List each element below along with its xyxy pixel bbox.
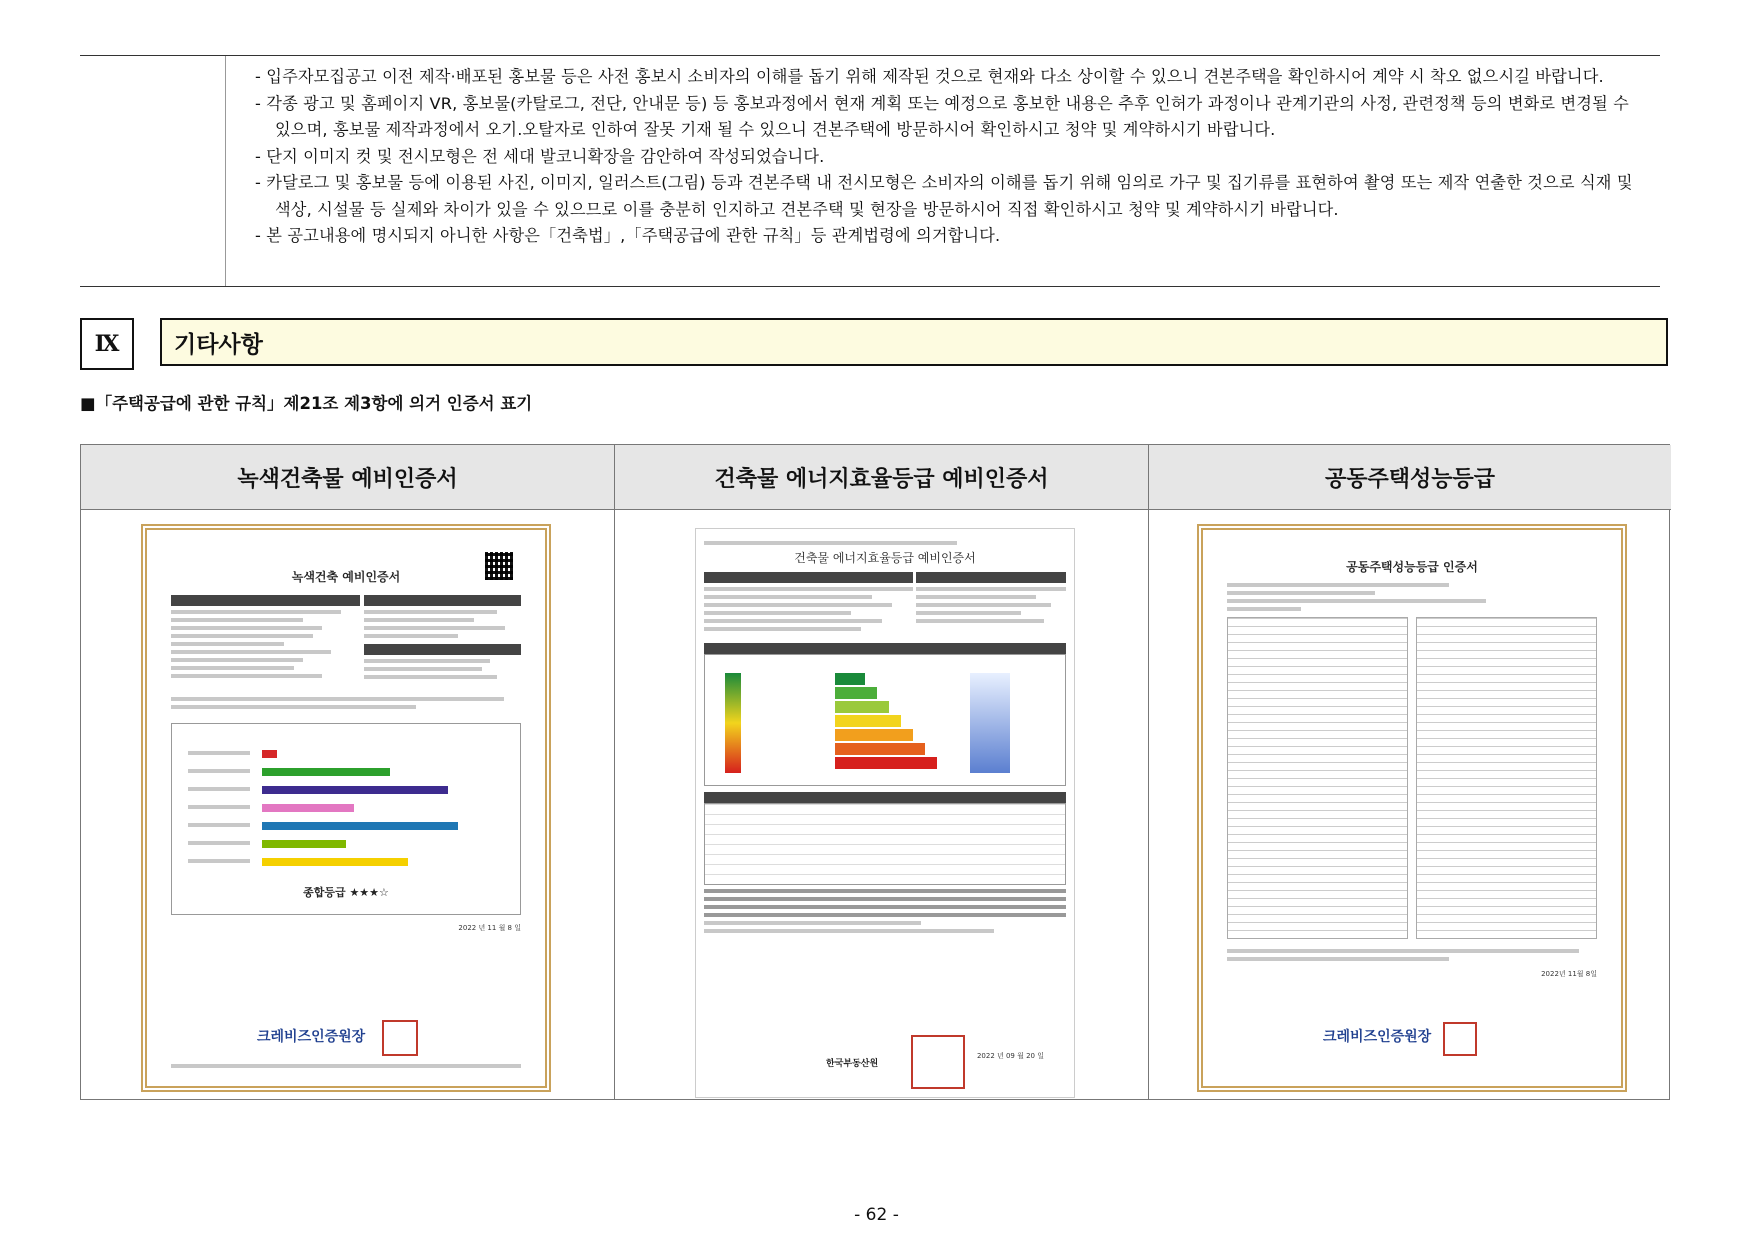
certificate-header: 녹색건축물 예비인증서	[81, 445, 614, 510]
notes-table	[80, 55, 1660, 287]
score-bar	[262, 768, 390, 776]
note-item: - 각종 광고 및 홈페이지 VR, 홍보물(카탈로그, 전단, 안내문 등) 등 홍보과정에서 현재 계획 또는 예정으로 홍보한 내용은 추후 인허가 과정이나 관계기관의 사정, 관련정책 등의 변화로 변경될 수 있으며, 홍보물 제작과정에서 오기.오탈자로 인하여 잘못 기재 될 수 있으니 견본주택에 방문하시어 확인하시고 청약 및 계약하시기 바랍니다.	[255, 93, 1629, 139]
doc-mini-head	[171, 595, 360, 606]
co2-scale-bar	[970, 673, 1010, 773]
usage-table	[704, 803, 1066, 885]
score-bar	[262, 804, 354, 812]
notes-label-cell	[80, 56, 226, 286]
doc-mini-head	[364, 644, 521, 655]
certificate-header: 건축물 에너지효율등급 예비인증서	[615, 445, 1148, 510]
note-item: - 입주자모집공고 이전 제작·배포된 홍보물 등은 사전 홍보시 소비자의 이해를 돕기 위해 제작된 것으로 현재와 다소 상이할 수 있으니 견본주택을 확인하시어 계약 시 착오 없으시길 바랍니다.	[255, 67, 1604, 86]
energy-scale-bar	[725, 673, 741, 773]
doc-info-blocks	[704, 572, 1066, 635]
usage-evaluation-head	[704, 792, 1066, 803]
green-certificate-document	[141, 524, 551, 1092]
energy-step-bar	[835, 743, 925, 755]
doc-title: 녹색건축 예비인증서	[291, 570, 401, 584]
certificate-table	[80, 444, 1670, 1100]
grade-table-right	[1416, 617, 1597, 939]
score-bar	[262, 858, 408, 866]
note-item: - 카달로그 및 홍보물 등에 이용된 사진, 이미지, 일러스트(그림) 등과 견본주택 내 전시모형은 소비자의 이해를 돕기 위해 임의로 가구 및 집기류를 표현하여 촬영 또는 제작 연출한 것으로 식재 및 색상, 시설물 등 실제와 차이가 있을 수 있으므로 이를 충분히 인지하고 견본주택 및 현장을 방문하시어 직접 확인하시고 청약 및 계약하시기 바랍니다.	[255, 173, 1633, 219]
score-bar-chart	[171, 723, 521, 915]
issuer-name: 한국부동산원	[826, 1059, 879, 1069]
section-title: 기타사항	[160, 318, 1668, 366]
score-bar	[262, 786, 448, 794]
score-bar	[262, 840, 346, 848]
qr-code-icon	[485, 552, 513, 580]
energy-grade-chart	[704, 654, 1066, 786]
grade-table-left	[1227, 617, 1408, 939]
score-bar	[262, 822, 458, 830]
doc-info-left	[171, 595, 360, 683]
doc-mini-head	[364, 595, 521, 606]
note-item: - 본 공고내용에 명시되지 아니한 사항은「건축법」,「주택공급에 관한 규칙」등 관계법령에 의거합니다.	[255, 226, 1001, 245]
doc-title: 건축물 에너지효율등급 예비인증서	[794, 551, 976, 565]
official-seal	[1443, 1022, 1477, 1056]
doc-info-right	[364, 595, 521, 683]
issuer-logo: 크레비즈인증원장	[257, 1029, 366, 1045]
official-seal	[382, 1020, 418, 1056]
issuer-logo: 크레비즈인증원장	[1323, 1029, 1432, 1045]
bar-labels	[188, 748, 250, 863]
energy-grade-head	[704, 643, 1066, 654]
green-certificate-image	[81, 510, 614, 1100]
score-bar	[262, 750, 277, 758]
energy-certificate-image	[615, 510, 1148, 1100]
energy-certificate-document	[695, 528, 1075, 1098]
energy-step-bar	[835, 687, 877, 699]
energy-step-bar	[835, 729, 913, 741]
page-number: - 62 -	[854, 1205, 899, 1225]
performance-grade-tables	[1227, 617, 1597, 939]
notes-list	[255, 64, 1645, 250]
certificate-header: 공동주택성능등급	[1149, 445, 1671, 510]
issue-date: 2022 년 09 월 20 일	[976, 1052, 1044, 1060]
issue-date: 2022 년 11 월 8 일	[458, 924, 521, 932]
certificate-column-green	[81, 445, 615, 1099]
issue-date: 2022년 11월 8일	[1541, 970, 1597, 978]
certificate-column-performance	[1149, 445, 1671, 1099]
energy-steps	[835, 673, 937, 771]
energy-step-bar	[835, 757, 937, 769]
doc-title: 공동주택성능등급 인증서	[1346, 560, 1478, 574]
performance-certificate-document	[1197, 524, 1627, 1092]
note-item: - 단지 이미지 컷 및 전시모형은 전 세대 발코니확장을 감안하여 작성되었습니다.	[255, 146, 825, 166]
overall-grade: 종합등급 ★★★☆	[303, 886, 389, 899]
energy-step-bar	[835, 673, 865, 685]
clause-heading: ■「주택공급에 관한 규칙」제21조 제3항에 의거 인증서 표기	[80, 394, 533, 413]
doc-info-blocks	[171, 595, 521, 683]
performance-certificate-image	[1149, 510, 1671, 1100]
section-number: Ⅸ	[80, 318, 134, 370]
official-seal	[911, 1035, 965, 1089]
certificate-column-energy	[615, 445, 1149, 1099]
energy-step-bar	[835, 701, 889, 713]
energy-step-bar	[835, 715, 901, 727]
